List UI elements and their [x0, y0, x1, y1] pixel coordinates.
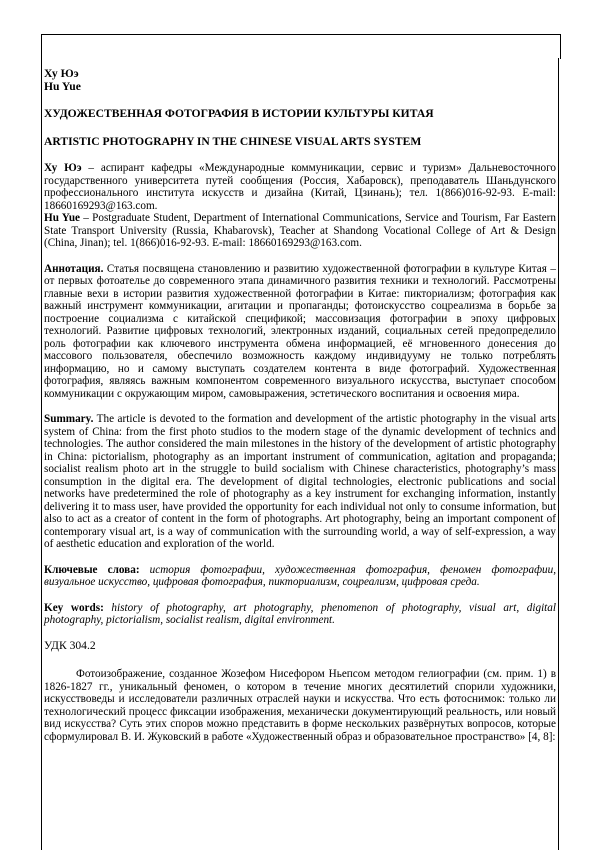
keywords-en-text: history of photography, art photography, phenomenon of photography, visual art, digital photography, pictorialism, socialist realism, digital environment.: [44, 601, 556, 627]
keywords-ru-text: история фотографии, художественная фотография, феномен фотографии, визуальное искусство, цифровая фотография, пикториализм, соцреализм, цифровая среда.: [44, 563, 556, 589]
summary-en-text: The article is devoted to the formation and development of the artistic photography in the visual arts system of China: from the first photo studios to the modern stage of the dynamic development of technics and technologies. The author considered the main milestones in the history of the development of artistic photography in China: pictorialism, photography as an important instrument of communication, agitation and propaganda; socialist realism photo art in the struggle to build socialism with Chinese characteristics, photography’s mass consumption in the digital era. The development of digital technologies, electronic publications and social networks have predetermined the role of photography as a key instrument for exchanging information, instantly delivering it to mass user, have provided the opportunity for each individual not only to consume information, but also to act as a creator of content in the form of photographs. Art photography, being an important component of contemporary visual art, is a way of communication with the surrounding world, a way of self-expression, a way of aesthetic education and exploration of the world.: [44, 413, 556, 551]
abstract-ru-text: Статья посвящена становлению и развитию художественной фотографии в культуре Китая – от первых фотоателье до современного этапа динамичного развития техники и технологий. Рассмотрены главные вехи в истории развития художественной фотографии в Китае: пикториализм; фотография как важный инструмент коммуникации, агитации и пропаганды; фотоискусство соцреализма в борьбе за построение социализма с китайской спецификой; массовизация фотографии в эпоху цифровых технологий. Развитие цифровых технологий, электронных изданий, социальных сетей предопределило роль фотографии как ключевого инструмента обмена информацией, её мгновенного донесения до массового пользователя, обеспечило возможность каждому индивидууму не только потреблять информацию, но и самому выступать создателем контента в виде фотографий. Художественная фотография, являясь важным компонентом современного визуального искусства, выступает способом коммуникации с окружающим миром, самовыражения, эстетического воспитания и освоения мира.: [44, 262, 556, 400]
keywords-ru: [44, 564, 556, 589]
keywords-en-label: Key words:: [44, 601, 104, 614]
abstract-ru-label: Аннотация.: [44, 262, 104, 275]
keywords-ru-label: Ключевые слова:: [44, 563, 140, 576]
author-name-en: Hu Yue: [44, 79, 81, 93]
bio-ru-text: – аспирант кафедры «Международные коммуникации, сервис и туризм» Дальневосточного государственного университета путей сообщения (Россия, Хабаровск), преподаватель Шаньдунского профессионального института искусств и дизайна (Китай, Цзинань); тел. 1(866)016-92-93. E-mail: 18660169293@163.com.: [44, 162, 556, 212]
bio-en-name: Hu Yue: [44, 212, 81, 225]
udk-code: УДК 304.2: [44, 638, 96, 652]
keywords-en: [44, 602, 556, 627]
article-title-ru: ХУДОЖЕСТВЕННАЯ ФОТОГРАФИЯ В ИСТОРИИ КУЛЬТУРЫ КИТАЯ: [44, 107, 434, 121]
article-title-en: ARTISTIC PHOTOGRAPHY IN THE CHINESE VISUAL ARTS SYSTEM: [44, 135, 422, 149]
author-name-ru: Ху Юэ: [44, 67, 79, 80]
article-content: [41, 58, 559, 850]
body-paragraph: Фотоизображение, созданное Жозефом Нисефором Ньепсом методом гелиографии (см. прим. 1) в 1826-1827 гг., уникальный феномен, о котором в течение многих десятилетий спорили художники, искусствоведы и исследователи различных отраслей науки и искусства. Что есть фотоснимок: только ли технологический процесс фиксации изображения, механически документирующий реальность, или новый вид искусства? Суть этих споров можно представить в форме нескольких развёрнутых вопросов, которые сформулировал В. И. Жуковский в работе «Художественный образ и образовательное пространство» [4, 8]:: [44, 668, 556, 743]
author-bio-en: [44, 212, 556, 250]
summary-en-label: Summary.: [44, 413, 94, 426]
page-frame-top: [41, 34, 561, 59]
summary-en: [44, 413, 556, 551]
bio-en-text: – Postgraduate Student, Department of International Communications, Service and Tourism, Far Eastern State Transport University (Russia, Khabarovsk), Teacher at Shandong Vocational College of Art & Design (China, Jinan); tel. 1(866)016-92-93. E-mail: 18660169293@163.com.: [44, 212, 556, 250]
abstract-ru: [44, 263, 556, 401]
author-bio-ru: [44, 162, 556, 212]
bio-ru-name: Ху Юэ: [44, 162, 82, 175]
